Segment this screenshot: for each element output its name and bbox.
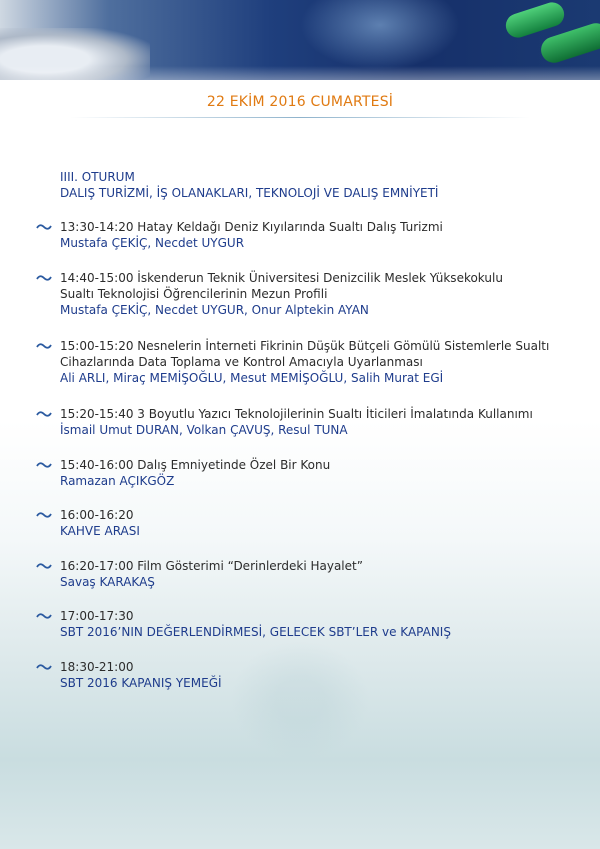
item-title-line: 15:40-16:00 Dalış Emniyetinde Özel Bir Konu: [60, 458, 331, 472]
item-title-line: 15:00-15:20 Nesnelerin İnterneti Fikrinin Düşük Bütçeli Gömülü Sistemlerle Sualtı: [60, 339, 550, 353]
banner-light-glow: [300, 0, 460, 70]
item-title-line: 17:00-17:30: [60, 609, 134, 623]
item-title-line: 14:40-15:00 İskenderun Teknik Üniversitesi Denizcilik Meslek Yüksekokulu: [60, 271, 503, 285]
session-number: IIII. OTURUM: [60, 170, 135, 184]
date-title: 22 EKİM 2016 CUMARTESİ: [206, 94, 394, 110]
item-title-line: 16:20-17:00 Film Gösterimi “Derinlerdeki Hayalet”: [60, 559, 363, 573]
wave-bullet-icon: [36, 460, 52, 470]
wave-bullet-icon: [36, 273, 52, 283]
wave-bullet-icon: [36, 561, 52, 571]
item-authors: SBT 2016’NIN DEĞERLENDİRMESİ, GELECEK SBT’LER ve KAPANIŞ: [60, 625, 451, 639]
wave-bullet-icon: [36, 341, 52, 351]
item-title-line: 18:30-21:00: [60, 660, 134, 674]
wave-bullet-icon: [36, 611, 52, 621]
item-authors: İsmail Umut DURAN, Volkan ÇAVUŞ, Resul TUNA: [60, 423, 348, 437]
item-authors: Ali ARLI, Miraç MEMİŞOĞLU, Mesut MEMİŞOĞLU, Salih Murat EGİ: [60, 371, 444, 385]
item-authors: Mustafa ÇEKİÇ, Necdet UYGUR, Onur Alptekin AYAN: [60, 303, 369, 317]
item-title-line: 13:30-14:20 Hatay Keldağı Deniz Kıyılarında Sualtı Dalış Turizmi: [60, 220, 443, 234]
item-title-line: Cihazlarında Data Toplama ve Kontrol Amacıyla Uyarlanması: [60, 355, 423, 369]
item-authors: SBT 2016 KAPANIŞ YEMEĞİ: [60, 676, 222, 690]
item-authors: Mustafa ÇEKİÇ, Necdet UYGUR: [60, 236, 245, 250]
wave-bullet-icon: [36, 222, 52, 232]
banner-fade: [0, 66, 600, 80]
underwater-background: [230, 640, 370, 760]
wave-bullet-icon: [36, 409, 52, 419]
item-authors: Savaş KARAKAŞ: [60, 575, 155, 589]
session-header: [60, 169, 580, 201]
session-topic: DALIŞ TURİZMİ, İŞ OLANAKLARI, TEKNOLOJİ VE DALIŞ EMNİYETİ: [60, 186, 439, 200]
item-title-line: Sualtı Teknolojisi Öğrencilerinin Mezun Profili: [60, 287, 328, 301]
item-title-line: 15:20-15:40 3 Boyutlu Yazıcı Teknolojilerinin Sualtı İticileri İmalatında Kullanımı: [60, 407, 533, 421]
item-authors: KAHVE ARASI: [60, 524, 140, 538]
header-banner-image: [0, 0, 600, 80]
wave-bullet-icon: [36, 662, 52, 672]
title-divider: [70, 117, 530, 118]
item-title-line: 16:00-16:20: [60, 508, 134, 522]
item-authors: Ramazan AÇIKGÖZ: [60, 474, 175, 488]
wave-bullet-icon: [36, 510, 52, 520]
